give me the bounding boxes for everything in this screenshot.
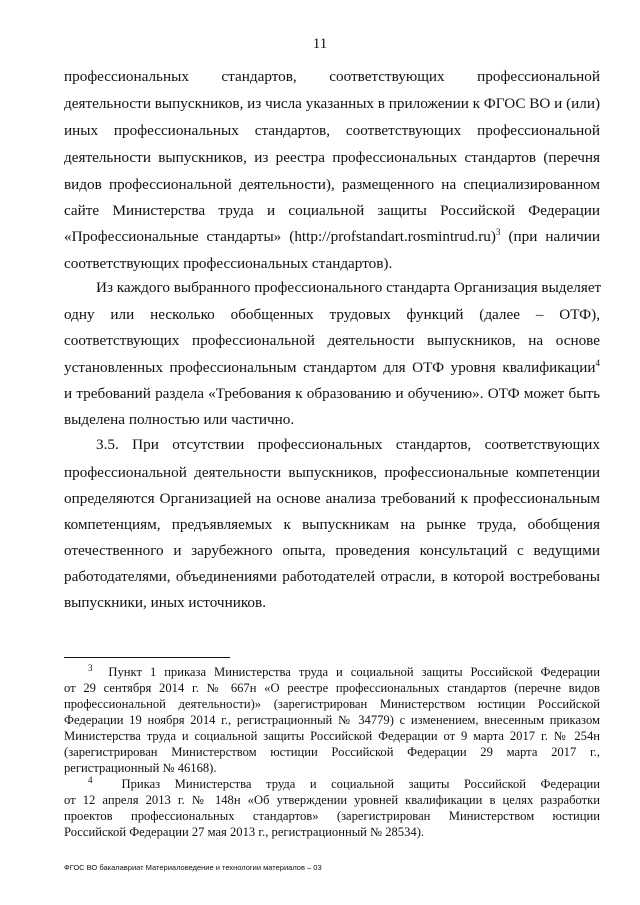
p1-line-7 xyxy=(64,227,600,246)
footnote-4-text: Приказ Министерства труда и социальной защиты Российской Федерации xyxy=(121,777,600,791)
p2-line-4-text: установленных профессиональным стандартом для ОТФ уровня квалификации xyxy=(64,359,596,376)
p2-line-2: одну или несколько обобщенных трудовых функций (далее – ОТФ), xyxy=(64,306,600,323)
p2-line-5: и требований раздела «Требования к образованию и обучению». ОТФ может быть xyxy=(64,385,600,402)
p1-line-4: деятельности выпускников, из реестра профессиональных стандартов (перечня xyxy=(64,149,600,166)
footnote-4-line-1 xyxy=(88,774,600,792)
footnote-3-line-1 xyxy=(88,662,600,680)
page-number: 11 xyxy=(312,36,328,52)
footnote-3-text: Пункт 1 приказа Министерства труда и социальной защиты Российской Федерации xyxy=(108,665,600,679)
footnote-3-line-7: регистрационный № 46168). xyxy=(64,761,217,775)
p3-line-2: профессиональной деятельности выпускников, профессиональные компетенции xyxy=(64,464,600,481)
p3-line-7: выпускники, иных источников. xyxy=(64,594,266,611)
page-footer: ФГОС ВО бакалавриат Материаловедение и технологии материалов – 03 xyxy=(64,863,322,872)
p3-line-3: определяются Организацией на основе анализа требований к профессиональным xyxy=(64,490,600,507)
footnote-3-line-5: Министерства труда и социальной защиты Российской Федерации от 9 марта 2017 г. № 254н xyxy=(64,729,600,743)
p2-line-3: соответствующих профессиональной деятельности выпускников, на основе xyxy=(64,332,600,349)
p2-line-6: выделена полностью или частично. xyxy=(64,411,295,428)
footnote-ref-3[interactable]: 3 xyxy=(495,226,501,237)
footnote-3-line-4: Федерации 19 ноября 2014 г., регистрационный № 34779) с изменением, внесенным приказом xyxy=(64,713,600,727)
footnote-ref-4[interactable]: 4 xyxy=(595,357,600,368)
footnote-4-line-2: от 12 апреля 2013 г. № 148н «Об утверждении уровней квалификации в целях разработки xyxy=(64,793,600,807)
p1-line-7-tail: (при наличии xyxy=(500,228,601,245)
p1-line-3: иных профессиональных стандартов, соответствующих профессиональной xyxy=(64,122,600,139)
p1-line-7-text: «Профессиональные стандарты» (http://profstandart.rosmintrud.ru) xyxy=(64,228,496,245)
p1-line-2: деятельности выпускников, из числа указанных в приложении к ФГОС ВО и (или) xyxy=(64,95,601,112)
footnote-separator xyxy=(64,657,230,658)
p2-line-1: Из каждого выбранного профессионального стандарта Организация выделяет xyxy=(96,279,602,296)
p3-line-4: компетенциям, предъявляемых к выпускникам на рынке труда, обобщения xyxy=(64,516,600,533)
footnote-3-line-2: от 29 сентября 2014 г. № 667н «О реестре профессиональных стандартов (перечне видов xyxy=(64,681,600,695)
p1-line-5: видов профессиональной деятельности), размещенного на специализированном xyxy=(64,176,600,193)
p1-line-1: профессиональных стандартов, соответствующих профессиональной xyxy=(64,68,600,85)
footnote-3-number: 3 xyxy=(88,662,93,673)
footnote-4-number: 4 xyxy=(88,774,93,785)
footnote-4-line-4: Российской Федерации 27 мая 2013 г., регистрационный № 28534). xyxy=(64,825,425,839)
p3-line-6: работодателями, объединениями работодателей отрасли, в которой востребованы xyxy=(64,568,600,585)
p3-line-1: 3.5. При отсутствии профессиональных стандартов, соответствующих xyxy=(96,436,600,453)
footnote-3-line-3: профессиональной деятельности)» (зарегистрирован Министерством юстиции Российской xyxy=(64,697,600,711)
p1-line-6: сайте Министерства труда и социальной защиты Российской Федерации xyxy=(64,202,600,219)
footnote-3-line-6: (зарегистрирован Министерством юстиции Российской Федерации 29 марта 2017 г., xyxy=(64,745,600,759)
p3-line-5: отечественного и зарубежного опыта, проведения консультаций с ведущими xyxy=(64,542,600,559)
p2-line-4 xyxy=(64,358,600,377)
footnote-4-line-3: проектов профессиональных стандартов» (зарегистрирован Министерством юстиции xyxy=(64,809,600,823)
p1-line-8: соответствующих профессиональных стандартов). xyxy=(64,255,393,272)
